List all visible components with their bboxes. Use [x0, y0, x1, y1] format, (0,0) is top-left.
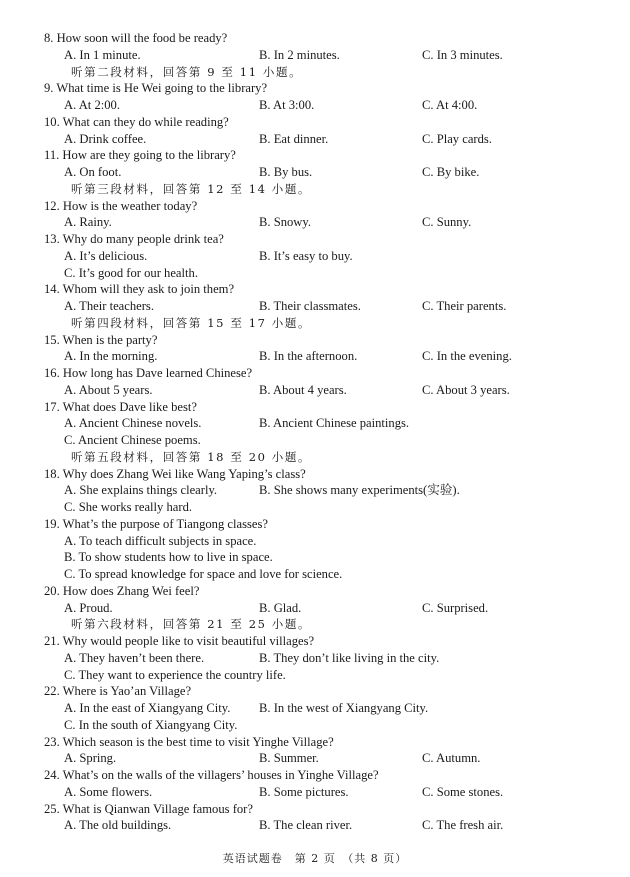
question-line	[0, 767, 630, 784]
question-line	[0, 633, 630, 650]
option-c: C. Surprised.	[422, 600, 489, 615]
options-line	[0, 248, 630, 265]
question-text: 21. Why would people like to visit beautiful villages?	[44, 634, 315, 648]
option-b: B. The clean river.	[259, 818, 353, 833]
section-instruction: 听第二段材料，回答第 9 至 11 小题。	[71, 64, 303, 79]
question-text: 14. Whom will they ask to join them?	[44, 282, 235, 297]
option-c: C. They want to experience the country life.	[64, 667, 286, 682]
options-line	[0, 700, 630, 717]
option-b: B. At 3:00.	[259, 98, 315, 112]
options-line	[0, 717, 630, 734]
question-text: 19. What’s the purpose of Tiangong classes?	[44, 516, 268, 531]
options-line	[0, 533, 630, 550]
section-instruction: 听第三段材料，回答第 12 至 14 小题。	[71, 181, 312, 196]
options-line	[0, 650, 630, 667]
question-text: 22. Where is Yao’an Village?	[44, 684, 192, 699]
question-text: 17. What does Dave like best?	[44, 399, 197, 414]
question-text: 20. How does Zhang Wei feel?	[44, 583, 200, 598]
option-b: B. By bus.	[259, 165, 313, 179]
options-line	[0, 298, 630, 315]
option-a: A. Ancient Chinese novels.	[64, 416, 202, 431]
option-a: A. In 1 minute.	[64, 47, 141, 62]
section-instruction-line	[0, 64, 630, 81]
option-c: C. Some stones.	[422, 784, 504, 799]
question-line	[0, 583, 630, 600]
option-a: A. The old buildings.	[64, 818, 172, 833]
option-a: A. In the morning.	[64, 349, 158, 364]
options-line	[0, 131, 630, 148]
question-text: 12. How is the weather today?	[44, 198, 198, 213]
options-line	[0, 214, 630, 231]
option-c: C. Autumn.	[422, 751, 481, 766]
section-instruction-line	[0, 315, 630, 332]
question-text: 13. Why do many people drink tea?	[44, 232, 224, 246]
option-a: A. In the east of Xiangyang City.	[64, 701, 231, 715]
options-line	[0, 482, 630, 499]
options-line	[0, 97, 630, 114]
option-a: A. Spring.	[64, 751, 117, 766]
option-b: B. Their classmates.	[259, 299, 361, 313]
section-instruction: 听第六段材料，回答第 21 至 25 小题。	[71, 617, 312, 632]
question-line	[0, 332, 630, 349]
section-instruction: 听第五段材料，回答第 18 至 20 小题。	[71, 449, 312, 464]
question-line	[0, 683, 630, 700]
option-b: B. They don’t like living in the city.	[259, 650, 440, 665]
option-c: C. Play cards.	[422, 131, 492, 146]
options-line	[0, 750, 630, 767]
option-c: C. At 4:00.	[422, 98, 478, 112]
question-line	[0, 466, 630, 483]
option-c: C. It’s good for our health.	[64, 265, 198, 280]
option-a: A. About 5 years.	[64, 382, 153, 397]
option-a: A. Drink coffee.	[64, 131, 147, 146]
option-a: A. On foot.	[64, 165, 122, 179]
options-line	[0, 499, 630, 516]
question-line	[0, 281, 630, 298]
option-b: B. To show students how to live in space.	[64, 550, 273, 565]
options-line	[0, 432, 630, 449]
option-a: A. She explains things clearly.	[64, 483, 218, 498]
question-line	[0, 30, 630, 47]
option-b: B. Some pictures.	[259, 784, 349, 799]
option-a: A. Some flowers.	[64, 784, 153, 799]
options-line	[0, 415, 630, 432]
question-text: 10. What can they do while reading?	[44, 114, 229, 129]
option-b: B. In the west of Xiangyang City.	[259, 701, 429, 715]
option-c: C. She works really hard.	[64, 500, 193, 514]
option-a: A. It’s delicious.	[64, 248, 148, 263]
question-line	[0, 231, 630, 248]
option-b: B. Glad.	[259, 600, 302, 615]
option-c: C. In 3 minutes.	[422, 47, 503, 62]
option-c: C. Ancient Chinese poems.	[64, 433, 201, 447]
section-instruction: 听第四段材料，回答第 15 至 17 小题。	[71, 315, 312, 330]
option-b: B. Ancient Chinese paintings.	[259, 416, 410, 431]
options-line	[0, 164, 630, 181]
options-line	[0, 566, 630, 583]
option-b: B. Eat dinner.	[259, 131, 329, 146]
option-c: C. Sunny.	[422, 215, 472, 230]
option-b: B. Snowy.	[259, 215, 312, 230]
question-line	[0, 399, 630, 416]
question-text: 18. Why does Zhang Wei like Wang Yaping’s class?	[44, 466, 306, 481]
option-b: B. She shows many experiments(实验).	[259, 483, 460, 498]
option-b: B. It’s easy to buy.	[259, 248, 353, 263]
question-text: 23. Which season is the best time to visit Yinghe Village?	[44, 734, 334, 749]
options-line	[0, 47, 630, 64]
question-line	[0, 801, 630, 818]
question-text: 15. When is the party?	[44, 332, 158, 347]
question-text: 16. How long has Dave learned Chinese?	[44, 366, 253, 380]
page-footer: 英语试题卷 第 2 页 （共 8 页）	[222, 852, 408, 865]
question-line	[0, 734, 630, 751]
option-b: B. In 2 minutes.	[259, 47, 340, 62]
question-text: 8. How soon will the food be ready?	[44, 31, 228, 45]
question-line	[0, 147, 630, 164]
question-line	[0, 80, 630, 97]
option-a: A. Their teachers.	[64, 299, 154, 313]
options-line	[0, 600, 630, 617]
options-line	[0, 667, 630, 684]
option-a: A. To teach difficult subjects in space.	[64, 533, 257, 548]
option-b: B. About 4 years.	[259, 382, 347, 397]
question-line	[0, 114, 630, 131]
section-instruction-line	[0, 181, 630, 198]
option-b: B. Summer.	[259, 751, 319, 766]
option-c: C. About 3 years.	[422, 382, 510, 397]
option-a: A. At 2:00.	[64, 98, 120, 112]
option-b: B. In the afternoon.	[259, 349, 358, 364]
options-line	[0, 784, 630, 801]
options-line	[0, 382, 630, 399]
options-line	[0, 265, 630, 282]
question-text: 9. What time is He Wei going to the library?	[44, 81, 268, 96]
option-c: C. Their parents.	[422, 299, 507, 313]
option-a: A. Proud.	[64, 600, 113, 615]
option-a: A. Rainy.	[64, 215, 112, 230]
option-c: C. In the evening.	[422, 349, 512, 364]
option-a: A. They haven’t been there.	[64, 650, 205, 665]
options-line	[0, 348, 630, 365]
option-c: C. The fresh air.	[422, 818, 504, 833]
question-line	[0, 516, 630, 533]
question-text: 25. What is Qianwan Village famous for?	[44, 801, 253, 816]
option-c: C. To spread knowledge for space and love for science.	[64, 567, 343, 581]
section-instruction-line	[0, 449, 630, 466]
options-line	[0, 817, 630, 834]
question-text: 11. How are they going to the library?	[44, 148, 236, 163]
option-c: C. In the south of Xiangyang City.	[64, 717, 238, 732]
section-instruction-line	[0, 616, 630, 633]
option-c: C. By bike.	[422, 165, 480, 179]
options-line	[0, 549, 630, 566]
question-line	[0, 365, 630, 382]
question-line	[0, 198, 630, 215]
question-text: 24. What’s on the walls of the villagers’ houses in Yinghe Village?	[44, 768, 379, 782]
